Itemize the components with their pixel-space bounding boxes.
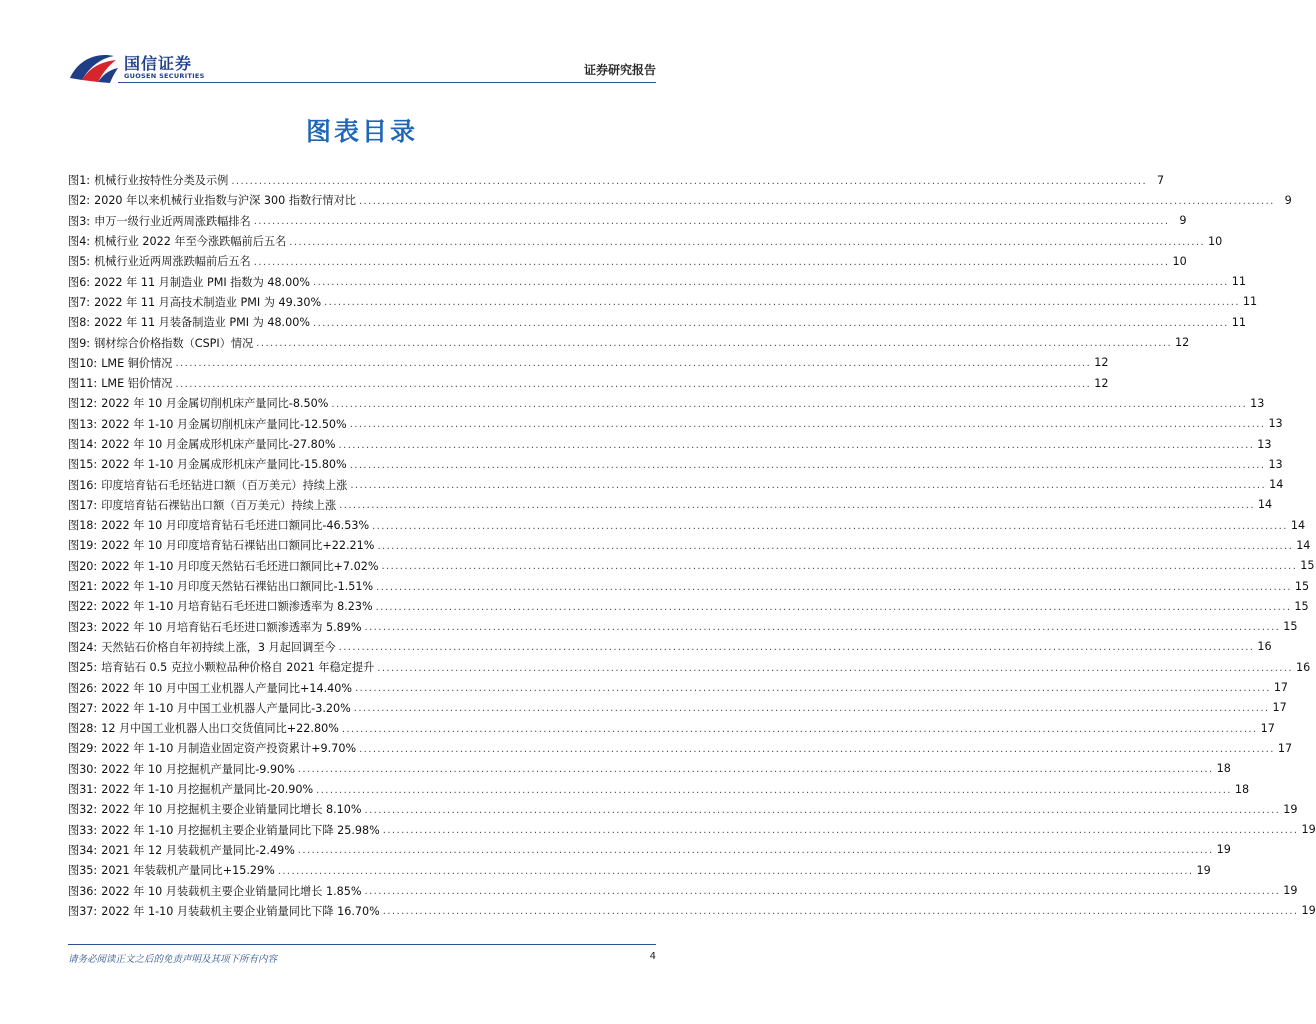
toc-entry[interactable] (68, 271, 1246, 291)
toc-entry-title: 12 月中国工业机器人出口交货值同比+22.80% (101, 722, 339, 736)
toc-entry-title: 培育钻石 0.5 克拉小颗粒品种价格自 2021 年稳定提升 (101, 661, 375, 675)
toc-entry-page: 19 (1301, 904, 1316, 918)
toc-entry[interactable] (68, 657, 1311, 677)
toc-entry-page: 13 (1268, 417, 1283, 431)
company-logo (68, 50, 208, 86)
toc-entry-title: 2022 年 10 月培育钻石毛坯进口额渗透率为 5.89% (101, 620, 362, 634)
toc-entry-page: 11 (1242, 295, 1258, 309)
logo-text-en: GUOSEN SECURITIES (124, 72, 205, 80)
toc-entry-title: 2022 年 10 月挖掘机产量同比-9.90% (101, 762, 295, 776)
toc-entry[interactable] (68, 454, 1283, 474)
toc-entry-title: 2022 年 11 月高技术制造业 PMI 为 49.30% (94, 295, 322, 309)
toc-entry-page: 15 (1294, 579, 1310, 593)
toc-dot-leader: ........................................................................................................................................................................................................ (338, 642, 1255, 654)
logo-text-cn: 国信证券 (124, 54, 193, 73)
toc-entry-title: 2022 年 1-10 月印度天然钻石毛坯进口额同比+7.02% (101, 559, 379, 573)
toc-entry[interactable] (68, 901, 1316, 921)
footer-page-number: 4 (649, 951, 656, 962)
toc-entry-title: 机械行业按特性分类及示例 (94, 174, 229, 188)
toc-entry-page: 13 (1257, 437, 1272, 451)
toc-entry[interactable] (68, 576, 1310, 596)
toc-entry[interactable] (68, 637, 1272, 657)
toc-entry-page: 15 (1294, 599, 1309, 613)
toc-entry[interactable] (68, 820, 1316, 840)
toc-entry-label: 图1: (68, 174, 91, 188)
toc-entry-label: 图2: (68, 194, 91, 208)
toc-entry-title: 2022 年 1-10 月装载机主要企业销量同比下降 16.70% (101, 904, 380, 918)
toc-entry[interactable] (68, 718, 1275, 738)
toc-dot-leader: ........................................................................................................................................................................................................ (382, 825, 1299, 837)
toc-entry-label: 图27: (68, 701, 98, 715)
toc-entry-page: 15 (1300, 559, 1315, 573)
toc-entry-label: 图3: (68, 214, 91, 228)
toc-list (68, 170, 1316, 921)
toc-entry-title: 2022 年 10 月装载机主要企业销量同比增长 1.85% (101, 884, 362, 898)
toc-dot-leader: ........................................................................................................................................................................................................ (381, 561, 1298, 573)
toc-entry[interactable] (68, 596, 1309, 616)
toc-dot-leader: ........................................................................................................................................................................................................ (375, 601, 1292, 613)
toc-entry-title: 2022 年 1-10 月挖掘机产量同比-20.90% (101, 783, 314, 797)
toc-entry-title: LME 铜价情况 (101, 356, 173, 370)
footer-divider (68, 944, 656, 945)
toc-entry[interactable] (68, 738, 1293, 758)
toc-dot-leader: ........................................................................................................................................................................................................ (331, 398, 1248, 410)
toc-dot-leader: ........................................................................................................................................................................................................ (297, 764, 1214, 776)
toc-entry-label: 图35: (68, 864, 98, 878)
toc-entry-label: 图32: (68, 803, 98, 817)
toc-dot-leader: ........................................................................................................................................................................................................ (349, 459, 1266, 471)
toc-entry-page: 11 (1231, 315, 1246, 329)
toc-entry-page: 12 (1094, 376, 1109, 390)
toc-entry[interactable] (68, 880, 1298, 900)
toc-entry-label: 图13: (68, 417, 98, 431)
toc-entry-label: 图16: (68, 478, 98, 492)
toc-entry[interactable] (68, 617, 1298, 637)
toc-dot-leader: ........................................................................................................................................................................................................ (377, 662, 1294, 674)
toc-entry-page: 17 (1273, 681, 1289, 695)
toc-entry[interactable] (68, 373, 1109, 393)
toc-entry-label: 图8: (68, 316, 91, 330)
toc-dot-leader: ........................................................................................................................................................................................................ (277, 865, 1194, 877)
toc-entry[interactable] (68, 393, 1265, 413)
toc-entry-page: 9 (1179, 214, 1187, 228)
toc-entry-page: 7 (1156, 173, 1165, 187)
toc-dot-leader: ........................................................................................................................................................................................................ (341, 723, 1258, 735)
toc-entry[interactable] (68, 332, 1190, 352)
toc-entry-label: 图31: (68, 783, 98, 797)
toc-entry-page: 14 (1269, 478, 1284, 492)
toc-entry-title: 2022 年 10 月挖掘机主要企业销量同比增长 8.10% (101, 803, 362, 817)
toc-entry-page: 13 (1268, 457, 1283, 471)
toc-dot-leader: ........................................................................................................................................................................................................ (231, 175, 1148, 187)
toc-entry-label: 图12: (68, 397, 98, 411)
toc-dot-leader: ........................................................................................................................................................................................................ (175, 378, 1092, 390)
toc-entry-title: 2022 年 1-10 月制造业固定资产投资累计+9.70% (101, 742, 357, 756)
report-type-label: 证券研究报告 (583, 63, 656, 77)
toc-dot-leader: ........................................................................................................................................................................................................ (364, 622, 1281, 634)
toc-entry[interactable] (68, 190, 1292, 210)
toc-entry-label: 图19: (68, 539, 98, 553)
toc-dot-leader: ........................................................................................................................................................................................................ (376, 581, 1292, 593)
toc-entry-page: 10 (1172, 254, 1187, 268)
toc-entry-title: 印度培育钻石裸钻出口额（百万美元）持续上涨 (101, 498, 337, 512)
toc-entry-title: 机械行业 2022 年至今涨跌幅前后五名 (94, 235, 287, 249)
toc-entry-page: 17 (1277, 741, 1293, 755)
toc-entry[interactable] (68, 677, 1289, 697)
toc-dot-leader: ........................................................................................................................................................................................................ (350, 480, 1267, 492)
toc-entry-label: 图17: (68, 498, 98, 512)
toc-entry-page: 15 (1283, 620, 1298, 634)
toc-entry-title: 2022 年 11 月装备制造业 PMI 为 48.00% (94, 316, 310, 330)
toc-dot-leader: ........................................................................................................................................................................................................ (256, 338, 1173, 350)
toc-dot-leader: ........................................................................................................................................................................................................ (297, 845, 1214, 857)
toc-entry-label: 图20: (68, 559, 98, 573)
toc-entry-page: 11 (1231, 275, 1246, 289)
toc-entry[interactable] (68, 414, 1283, 434)
toc-entry-title: 2020 年以来机械行业指数与沪深 300 指数行情对比 (94, 194, 356, 208)
toc-entry[interactable] (68, 799, 1298, 819)
toc-entry[interactable] (68, 840, 1231, 860)
toc-dot-leader: ........................................................................................................................................................................................................ (364, 804, 1281, 816)
toc-entry-label: 图15: (68, 458, 98, 472)
toc-entry-label: 图10: (68, 356, 98, 370)
toc-entry-title: 2022 年 1-10 月中国工业机器人产量同比-3.20% (101, 701, 351, 715)
toc-dot-leader: ........................................................................................................................................................................................................ (377, 540, 1294, 552)
toc-dot-leader: ........................................................................................................................................................................................................ (312, 317, 1229, 329)
toc-entry-title: 2022 年 10 月印度培育钻石裸钻出口额同比+22.21% (101, 539, 375, 553)
toc-entry[interactable] (68, 434, 1272, 454)
toc-dot-leader: ........................................................................................................................................................................................................ (359, 743, 1275, 755)
toc-entry-label: 图6: (68, 275, 91, 289)
toc-entry-page: 14 (1257, 498, 1273, 512)
toc-dot-leader: ........................................................................................................................................................................................................ (312, 277, 1229, 289)
toc-entry-page: 14 (1290, 518, 1306, 532)
toc-entry[interactable] (68, 860, 1211, 880)
toc-entry-label: 图30: (68, 762, 98, 776)
toc-dot-leader: ........................................................................................................................................................................................................ (353, 703, 1270, 715)
toc-dot-leader: ........................................................................................................................................................................................................ (358, 195, 1275, 207)
toc-entry-label: 图14: (68, 438, 98, 451)
toc-entry-page: 9 (1284, 193, 1292, 207)
toc-entry-label: 图4: (68, 235, 91, 249)
toc-entry-page: 10 (1208, 234, 1223, 248)
toc-entry[interactable] (68, 251, 1187, 271)
toc-entry-title: 天然钻石价格自年初持续上涨，3 月起回调至今 (101, 640, 336, 654)
toc-dot-leader: ........................................................................................................................................................................................................ (289, 236, 1206, 248)
toc-entry-page: 13 (1250, 396, 1265, 410)
guosen-emblem-icon (68, 50, 120, 86)
toc-entry-label: 图36: (68, 884, 98, 898)
toc-entry-title: 2022 年 1-10 月挖掘机主要企业销量同比下降 25.98% (101, 823, 380, 837)
toc-entry-page: 19 (1283, 802, 1298, 816)
toc-entry-page: 17 (1260, 721, 1275, 735)
toc-dot-leader: ........................................................................................................................................................................................................ (175, 358, 1092, 370)
toc-dot-leader: ........................................................................................................................................................................................................ (364, 886, 1281, 898)
toc-entry-label: 图21: (68, 580, 98, 594)
toc-entry-label: 图9: (68, 336, 91, 350)
toc-entry-label: 图18: (68, 519, 98, 533)
toc-entry[interactable] (68, 231, 1223, 251)
toc-dot-leader: ........................................................................................................................................................................................................ (338, 439, 1255, 451)
toc-title: 图表目录 (305, 117, 418, 146)
toc-entry[interactable] (68, 353, 1109, 373)
toc-entry-title: 2022 年 1-10 月培育钻石毛坯进口额渗透率为 8.23% (101, 600, 373, 614)
toc-entry-label: 图11: (68, 377, 98, 391)
toc-dot-leader: ........................................................................................................................................................................................................ (349, 419, 1266, 431)
toc-entry-label: 图34: (68, 843, 98, 857)
toc-dot-leader: ........................................................................................................................................................................................................ (372, 520, 1288, 532)
toc-entry[interactable] (68, 292, 1258, 312)
toc-entry-label: 图22: (68, 600, 98, 614)
page-header (0, 0, 724, 90)
toc-entry-title: 2022 年 10 月印度培育钻石毛坯进口额同比-46.53% (101, 519, 370, 533)
toc-entry-page: 16 (1257, 640, 1272, 654)
toc-entry-label: 图24: (68, 640, 98, 654)
toc-entry-page: 19 (1196, 863, 1211, 877)
toc-entry[interactable] (68, 515, 1306, 535)
toc-entry-title: 2022 年 1-10 月金属切削机床产量同比-12.50% (101, 417, 347, 431)
toc-entry-page: 19 (1283, 884, 1298, 898)
toc-entry-title: 2022 年 1-10 月金属成形机床产量同比-15.80% (101, 458, 347, 472)
toc-entry[interactable] (68, 170, 1165, 190)
toc-entry[interactable] (68, 779, 1250, 799)
toc-entry-title: 印度培育钻石毛坯钻进口额（百万美元）持续上涨 (101, 478, 348, 492)
toc-entry-label: 图23: (68, 620, 98, 634)
toc-entry-title: 2022 年 10 月中国工业机器人产量同比+14.40% (101, 681, 353, 695)
toc-entry-label: 图5: (68, 255, 91, 269)
toc-entry-label: 图29: (68, 742, 98, 756)
toc-entry-page: 14 (1296, 538, 1311, 552)
toc-entry-title: 机械行业近两周涨跌幅前后五名 (94, 255, 251, 269)
toc-entry-title: LME 铝价情况 (101, 377, 173, 391)
toc-dot-leader: ........................................................................................................................................................................................................ (253, 216, 1170, 228)
toc-entry-title: 2022 年 1-10 月印度天然钻石裸钻出口额同比-1.51% (101, 580, 374, 594)
toc-entry-page: 18 (1234, 782, 1250, 796)
header-divider (118, 82, 656, 83)
toc-entry-label: 图7: (68, 295, 91, 309)
toc-entry-label: 图26: (68, 681, 98, 695)
toc-entry-page: 19 (1301, 823, 1316, 837)
toc-entry-page: 12 (1175, 336, 1190, 350)
toc-dot-leader: ........................................................................................................................................................................................................ (316, 784, 1232, 796)
toc-entry[interactable] (68, 698, 1287, 718)
toc-entry-title: 2022 年 10 月金属成形机床产量同比-27.80% (101, 438, 336, 451)
footer-disclaimer: 请务必阅读正文之后的免责声明及其项下所有内容 (68, 954, 278, 965)
toc-entry-page: 16 (1296, 660, 1311, 674)
toc-dot-leader: ........................................................................................................................................................................................................ (324, 297, 1240, 309)
toc-entry[interactable] (68, 474, 1284, 494)
toc-entry-title: 2021 年 12 月装载机产量同比-2.49% (101, 843, 295, 857)
toc-entry-title: 申万一级行业近两周涨跌幅排名 (94, 214, 251, 228)
toc-entry-label: 图25: (68, 661, 98, 675)
toc-entry-title: 钢材综合价格指数（CSPI）情况 (94, 336, 254, 350)
toc-entry-label: 图28: (68, 722, 98, 736)
toc-entry[interactable] (68, 556, 1315, 576)
toc-entry-title: 2022 年 11 月制造业 PMI 指数为 48.00% (94, 275, 310, 289)
toc-entry-title: 2021 年装载机产量同比+15.29% (101, 864, 275, 878)
toc-entry[interactable] (68, 211, 1187, 231)
toc-entry-label: 图37: (68, 904, 98, 918)
toc-entry[interactable] (68, 312, 1246, 332)
toc-dot-leader: ........................................................................................................................................................................................................ (339, 500, 1255, 512)
toc-entry-label: 图33: (68, 823, 98, 837)
toc-entry-page: 18 (1216, 762, 1231, 776)
toc-entry-title: 2022 年 10 月金属切削机床产量同比-8.50% (101, 397, 329, 411)
toc-entry[interactable] (68, 495, 1273, 515)
toc-dot-leader: ........................................................................................................................................................................................................ (355, 683, 1271, 695)
toc-dot-leader: ........................................................................................................................................................................................................ (253, 256, 1170, 268)
toc-entry-page: 19 (1216, 843, 1231, 857)
toc-entry[interactable] (68, 759, 1231, 779)
toc-entry[interactable] (68, 535, 1311, 555)
toc-dot-leader: ........................................................................................................................................................................................................ (382, 906, 1299, 918)
toc-entry-page: 12 (1094, 356, 1109, 370)
toc-entry-page: 17 (1272, 701, 1287, 715)
